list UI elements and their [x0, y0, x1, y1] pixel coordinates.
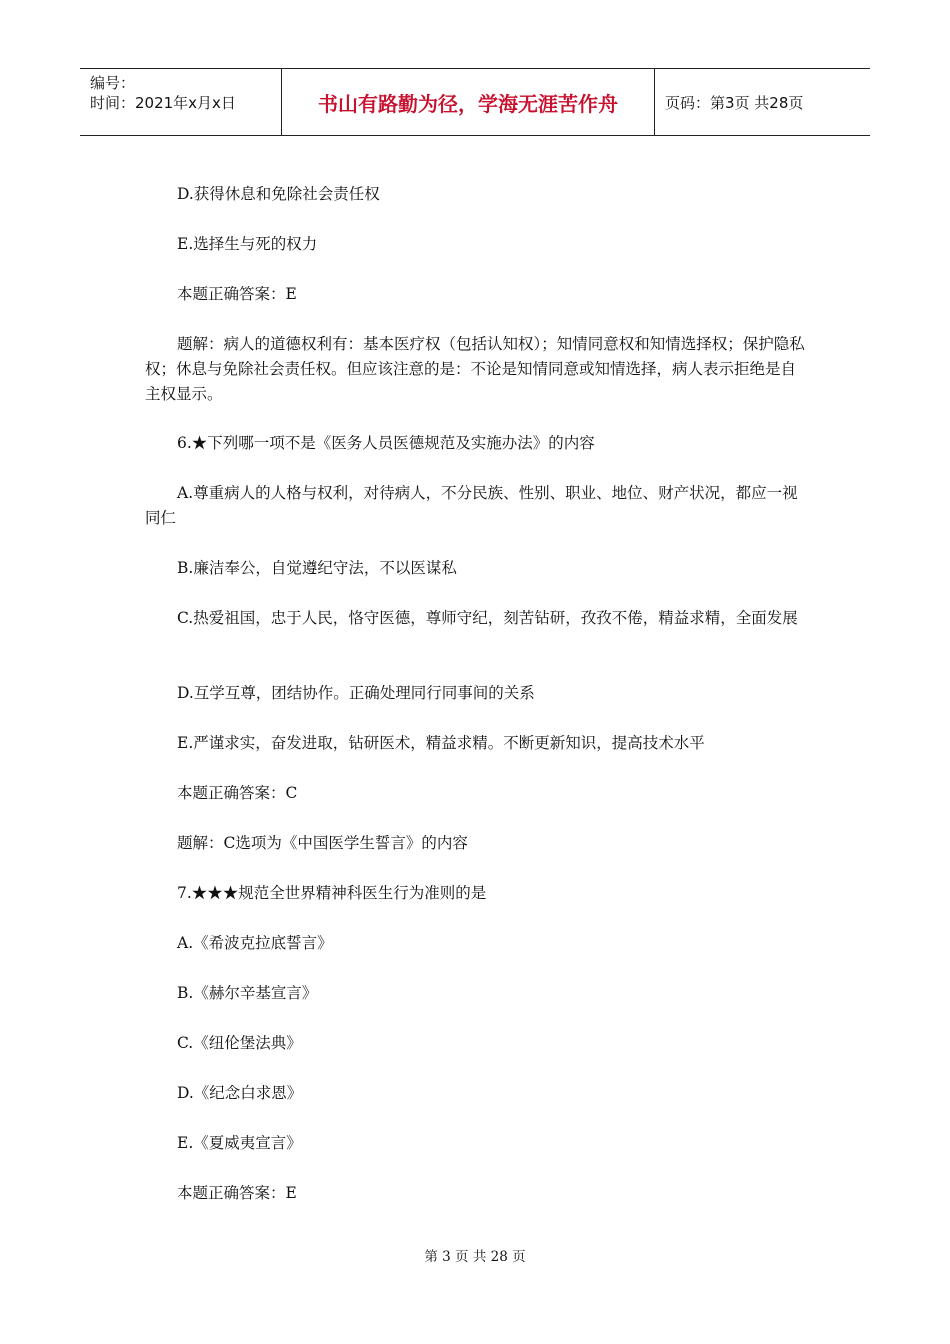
q6-option-b: B.廉洁奉公，自觉遵纪守法，不以医谋私 — [177, 559, 457, 577]
header-meta — [80, 69, 282, 135]
q7-option-b: B.《赫尔辛基宣言》 — [177, 984, 318, 1002]
explanation-q6: 题解：C选项为《中国医学生誓言》的内容 — [177, 834, 468, 852]
q6-option-d: D.互学互尊，团结协作。正确处理同行同事间的关系 — [177, 684, 535, 702]
q7-option-c: C.《纽伦堡法典》 — [177, 1034, 302, 1052]
date-label: 时间：2021年x月x日 — [90, 94, 236, 112]
header-motto: 书山有路勤为径，学海无涯苦作舟 — [282, 69, 655, 135]
q7-option-d: D.《纪念白求恩》 — [177, 1084, 303, 1102]
answer-q6: 本题正确答案：C — [177, 784, 298, 802]
q6-option-a: A.尊重病人的人格与权利，对待病人，不分民族、性别、职业、地位、财产状况，都应一视同仁 — [145, 484, 798, 527]
q6-option-c: C.热爱祖国，忠于人民，恪守医德，尊师守纪，刻苦钻研，孜孜不倦，精益求精，全面发展 — [177, 609, 798, 627]
q7-option-a: A.《希波克拉底誓言》 — [177, 934, 333, 952]
explanation-q5: 题解：病人的道德权利有：基本医疗权（包括认知权）；知情同意权和知情选择权；保护隐私权；休息与免除社会责任权。但应该注意的是：不论是知情同意或知情选择，病人表示拒绝是自主权显示。 — [145, 335, 805, 403]
answer-q5: 本题正确答案：E — [177, 285, 297, 303]
serial-number-label: 编号： — [90, 74, 136, 92]
header-page-info: 页码：第3页 共28页 — [665, 93, 804, 112]
option-e: E.选择生与死的权力 — [177, 235, 318, 253]
question-6: 6.★下列哪一项不是《医务人员医德规范及实施办法》的内容 — [177, 434, 595, 452]
question-7: 7.★★★规范全世界精神科医生行为准则的是 — [177, 884, 487, 902]
option-d: D.获得休息和免除社会责任权 — [177, 185, 380, 203]
q7-option-e: E.《夏威夷宣言》 — [177, 1134, 302, 1152]
answer-q7: 本题正确答案：E — [177, 1184, 297, 1202]
page-header — [80, 68, 870, 136]
q6-option-e: E.严谨求实，奋发进取，钻研医术，精益求精。不断更新知识，提高技术水平 — [177, 734, 705, 752]
page-footer: 第 3 页 共 28 页 — [424, 1249, 526, 1265]
